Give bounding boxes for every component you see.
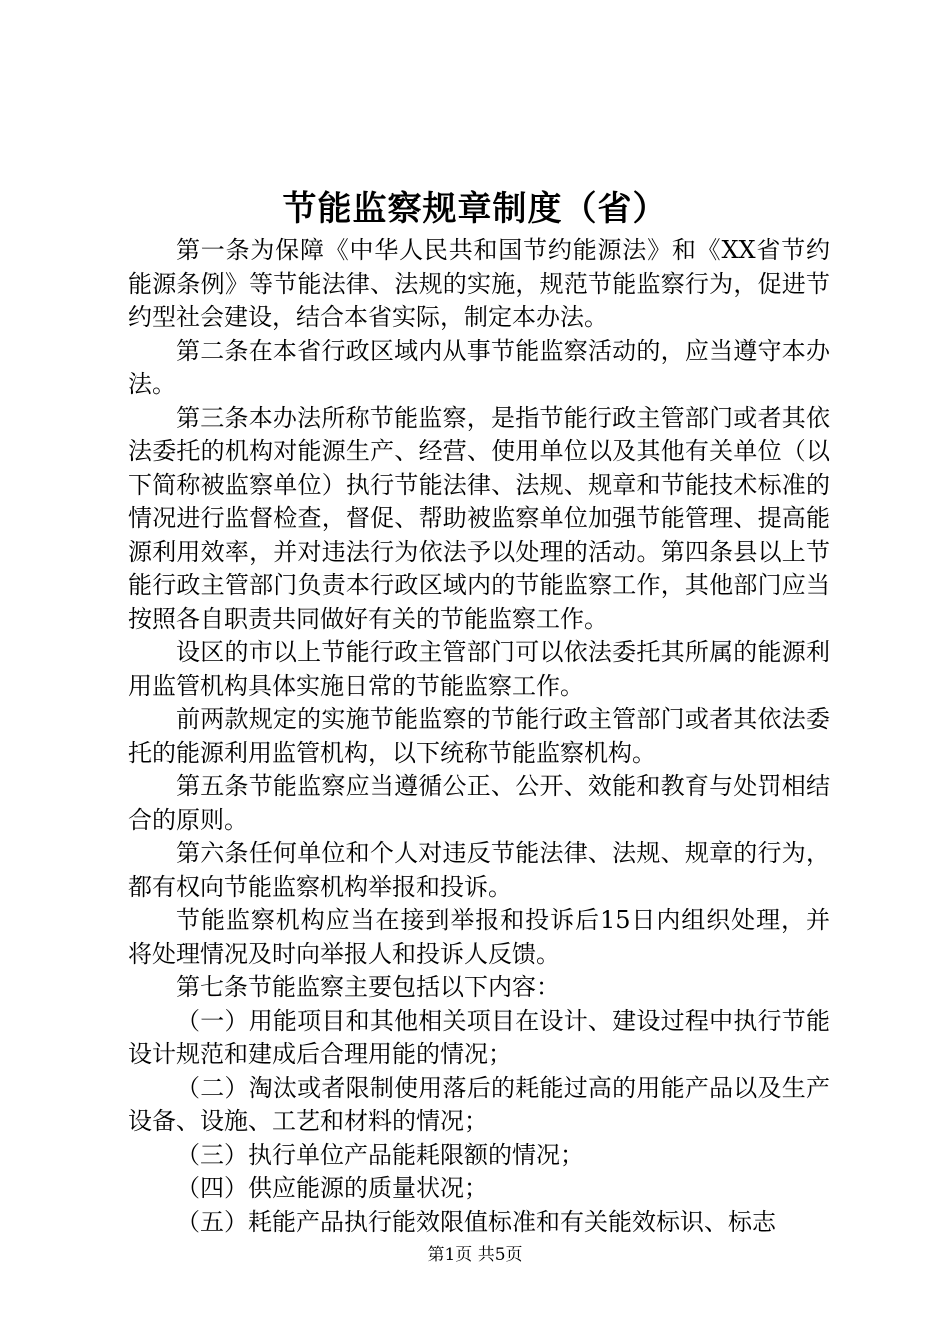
paragraph: 第五条节能监察应当遵循公正、公开、效能和教育与处罚相结合的原则。: [128, 772, 830, 834]
paragraph: （三）执行单位产品能耗限额的情况；: [176, 1140, 584, 1169]
paragraph: 设区的市以上节能行政主管部门可以依法委托其所属的能源利用监管机构具体实施日常的节能监察工作。: [128, 638, 830, 700]
paragraph: 第三条本办法所称节能监察，是指节能行政主管部门或者其依法委托的机构对能源生产、经营、使用单位以及其他有关单位（以下简称被监察单位）执行节能法律、法规、规章和节能技术标准的情况进行监督检查，督促、帮助被监察单位加强节能管理、提高能源利用效率，并对违法行为依法予以处理的活动。第四条县以上节能行政主管部门负责本行政区域内的节能监察工作，其他部门应当按照各自职责共同做好有关的节能监察工作。: [128, 403, 830, 633]
paragraph: 第七条节能监察主要包括以下内容：: [176, 973, 560, 1001]
paragraph: 前两款规定的实施节能监察的节能行政主管部门或者其依法委托的能源利用监管机构，以下统称节能监察机构。: [128, 705, 830, 767]
paragraph: 第二条在本省行政区域内从事节能监察活动的，应当遵守本办法。: [128, 336, 830, 398]
paragraph: （一）用能项目和其他相关项目在设计、建设过程中执行节能设计规范和建成后合理用能的情况；: [128, 1006, 830, 1068]
document-title: 节能监察规章制度（省）: [282, 189, 668, 229]
paragraph: （四）供应能源的质量状况；: [176, 1174, 488, 1202]
page-number-footer: 第1页 共5页: [427, 1245, 523, 1265]
paragraph: 第一条为保障《中华人民共和国节约能源法》和《XX省节约能源条例》等节能法律、法规的实施，规范节能监察行为，促进节约型社会建设，结合本省实际，制定本办法。: [128, 236, 830, 331]
paragraph: （二）淘汰或者限制使用落后的耗能过高的用能产品以及生产设备、设施、工艺和材料的情况；: [128, 1073, 830, 1135]
document-body: [128, 234, 830, 1239]
paragraph: 第六条任何单位和个人对违反节能法律、法规、规章的行为，都有权向节能监察机构举报和投诉。: [128, 839, 830, 901]
paragraph: 节能监察机构应当在接到举报和投诉后15日内组织处理，并将处理情况及时向举报人和投诉人反馈。: [128, 906, 830, 968]
paragraph: （五）耗能产品执行能效限值标准和有关能效标识、标志: [176, 1207, 776, 1236]
